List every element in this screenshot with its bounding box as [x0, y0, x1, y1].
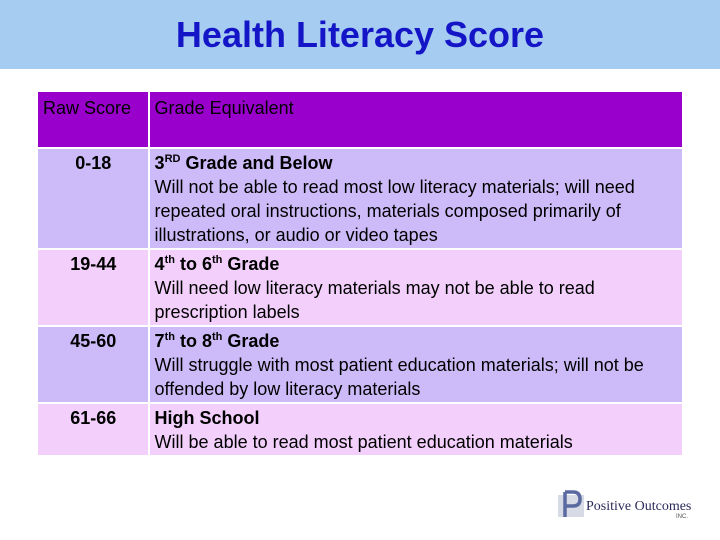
- grade-description: Will be able to read most patient education materials: [154, 432, 573, 452]
- grade-level: 4th to 6th Grade: [154, 254, 280, 274]
- grade-description: Will struggle with most patient education materials; will not be offended by low literacy materials: [154, 355, 644, 399]
- header-raw-score: Raw Score: [38, 92, 148, 147]
- table-header-row: [38, 92, 682, 147]
- health-literacy-table: [36, 90, 684, 457]
- grade-cell: [150, 149, 682, 248]
- raw-score-cell: 61-66: [38, 404, 148, 455]
- positive-outcomes-logo: [556, 489, 696, 523]
- table-row: [38, 250, 682, 325]
- grade-cell: [150, 327, 682, 402]
- grade-level: High School: [154, 408, 260, 428]
- logo-text: Positive Outcomes: [586, 499, 692, 514]
- table-row: [38, 149, 682, 248]
- grade-description: Will not be able to read most low literacy materials; will need repeated oral instructions, materials composed primarily of illustrations, or audio or video tapes: [154, 177, 635, 245]
- table-row: [38, 404, 682, 455]
- logo-inc: INC.: [676, 514, 688, 520]
- grade-cell: [150, 404, 682, 455]
- grade-level: 7th to 8th Grade: [154, 331, 280, 351]
- table-row: [38, 327, 682, 402]
- raw-score-cell: 0-18: [38, 149, 148, 248]
- logo-p-icon: [558, 489, 586, 519]
- header-grade-equivalent: Grade Equivalent: [150, 92, 682, 147]
- page-title: Health Literacy Score: [175, 14, 545, 55]
- grade-level: 3RD Grade and Below: [154, 153, 333, 173]
- grade-description: Will need low literacy materials may not be able to read prescription labels: [154, 278, 595, 322]
- grade-cell: [150, 250, 682, 325]
- raw-score-cell: 19-44: [38, 250, 148, 325]
- raw-score-cell: 45-60: [38, 327, 148, 402]
